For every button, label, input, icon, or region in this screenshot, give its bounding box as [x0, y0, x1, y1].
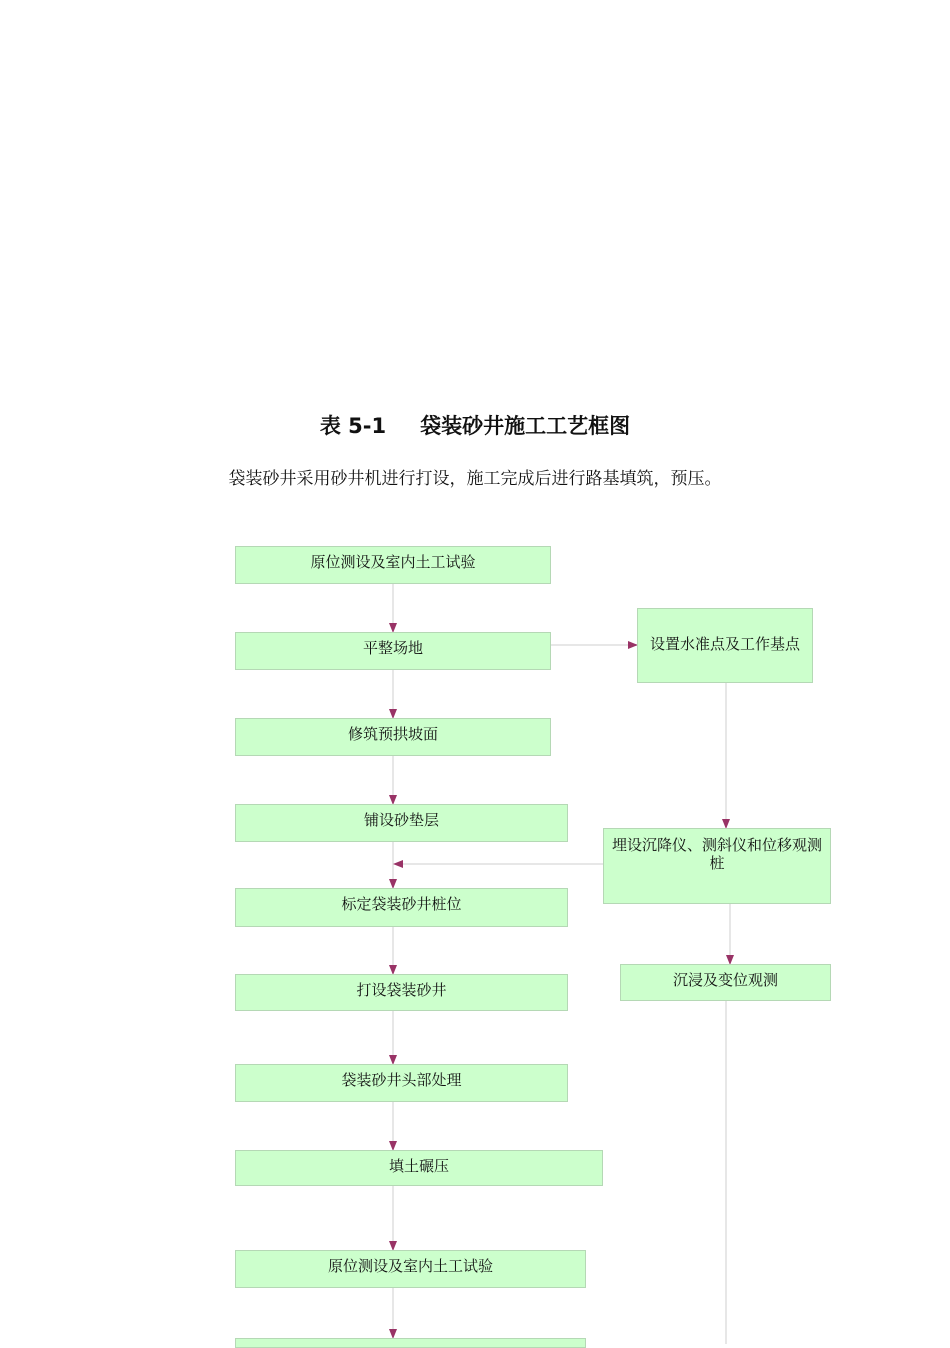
step-next-cropped: [235, 1338, 586, 1348]
step-fill-compaction: 填土碾压: [235, 1150, 603, 1186]
step-initial-testing: 原位测设及室内土工试验: [235, 546, 551, 584]
title-text: 袋装砂井施工工艺框图: [420, 414, 631, 438]
side-benchmark-setup: 设置水准点及工作基点: [637, 608, 813, 683]
step-final-testing: 原位测设及室内土工试验: [235, 1250, 586, 1288]
side-instrument-installation: 埋设沉降仪、测斜仪和位移观测桩: [603, 828, 831, 904]
step-sand-well-driving: 打设袋装砂井: [235, 974, 568, 1011]
step-sand-cushion: 铺设砂垫层: [235, 804, 568, 842]
step-head-treatment: 袋装砂井头部处理: [235, 1064, 568, 1102]
table-number: 表 5-1: [319, 414, 387, 438]
side-settlement-observation: 沉浸及变位观测: [620, 964, 831, 1001]
step-pile-positioning: 标定袋装砂井桩位: [235, 888, 568, 927]
step-site-leveling: 平整场地: [235, 632, 551, 670]
step-camber-slope: 修筑预拱坡面: [235, 718, 551, 756]
description-text: 袋装砂井采用砂井机进行打设，施工完成后进行路基填筑，预压。: [228, 469, 722, 489]
